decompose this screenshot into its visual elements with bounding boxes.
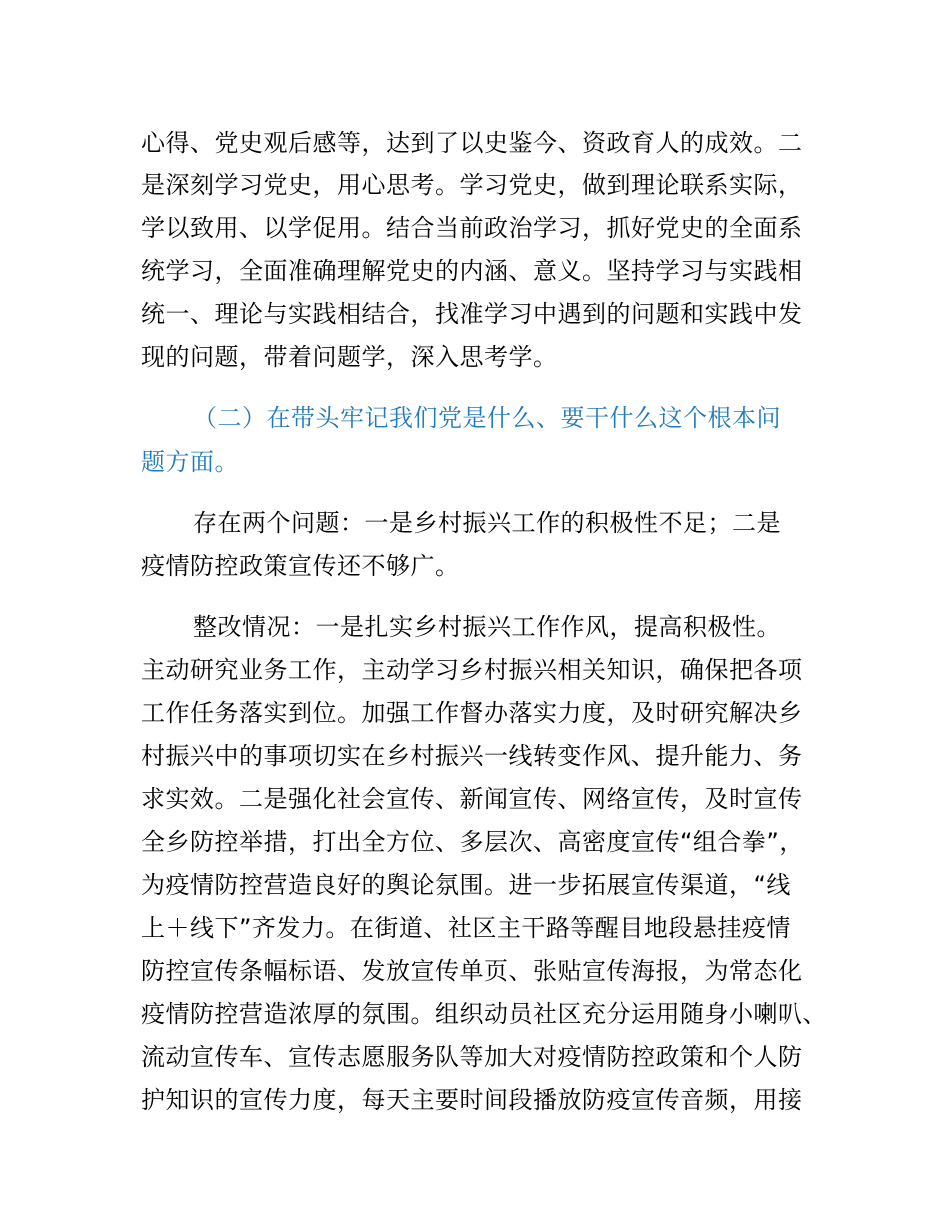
- paragraph-line: 全乡防控举措，打出全方位、多层次、高密度宣传“组合拳”，: [141, 828, 804, 856]
- paragraph-line: 存在两个问题：一是乡村振兴工作的积极性不足；二是: [193, 509, 781, 537]
- paragraph-line: 村振兴中的事项切实在乡村振兴一线转变作风、提升能力、务: [141, 742, 803, 770]
- paragraph-line: 是深刻学习党史，用心思考。学习党史，做到理论联系实际，: [141, 171, 803, 199]
- paragraph-line: 疫情防控营造浓厚的氛围。组织动员社区充分运用随身小喇叭、: [141, 1000, 827, 1028]
- paragraph-line: 防控宣传条幅标语、发放宣传单页、张贴宣传海报，为常态化: [141, 957, 803, 985]
- paragraph-line: 上＋线下”齐发力。在街道、社区主干路等醒目地段悬挂疫情: [141, 914, 791, 942]
- paragraph-line: 心得、党史观后感等，达到了以史鉴今、资政育人的成效。二: [141, 129, 803, 157]
- section-heading: 题方面。: [141, 448, 239, 476]
- paragraph-line: 工作任务落实到位。加强工作督办落实力度，及时研究解决乡: [141, 699, 803, 727]
- paragraph-line: 统一、理论与实践相结合，找准学习中遇到的问题和实践中发: [141, 300, 803, 328]
- paragraph-line: 学以致用、以学促用。结合当前政治学习，抓好党史的全面系: [141, 214, 803, 242]
- paragraph-line: 主动研究业务工作，主动学习乡村振兴相关知识，确保把各项: [141, 656, 803, 684]
- section-heading: （二）在带头牢记我们党是什么、要干什么这个根本问: [193, 404, 781, 432]
- paragraph-line: 疫情防控政策宣传还不够广。: [141, 552, 460, 580]
- paragraph-line: 流动宣传车、宣传志愿服务队等加大对疫情防控政策和个人防: [141, 1043, 803, 1071]
- paragraph-line: 求实效。二是强化社会宣传、新闻宣传、网络宣传，及时宣传: [141, 785, 803, 813]
- paragraph-line: 现的问题，带着问题学，深入思考学。: [141, 343, 558, 371]
- paragraph-line: 护知识的宣传力度，每天主要时间段播放防疫宣传音频，用接: [141, 1086, 803, 1114]
- paragraph-line: 统学习，全面准确理解党史的内涵、意义。坚持学习与实践相: [141, 257, 803, 285]
- paragraph-line: 整改情况：一是扎实乡村振兴工作作风，提高积极性。: [193, 613, 781, 641]
- paragraph-line: 为疫情防控营造良好的舆论氛围。进一步拓展宣传渠道，“线: [141, 871, 791, 899]
